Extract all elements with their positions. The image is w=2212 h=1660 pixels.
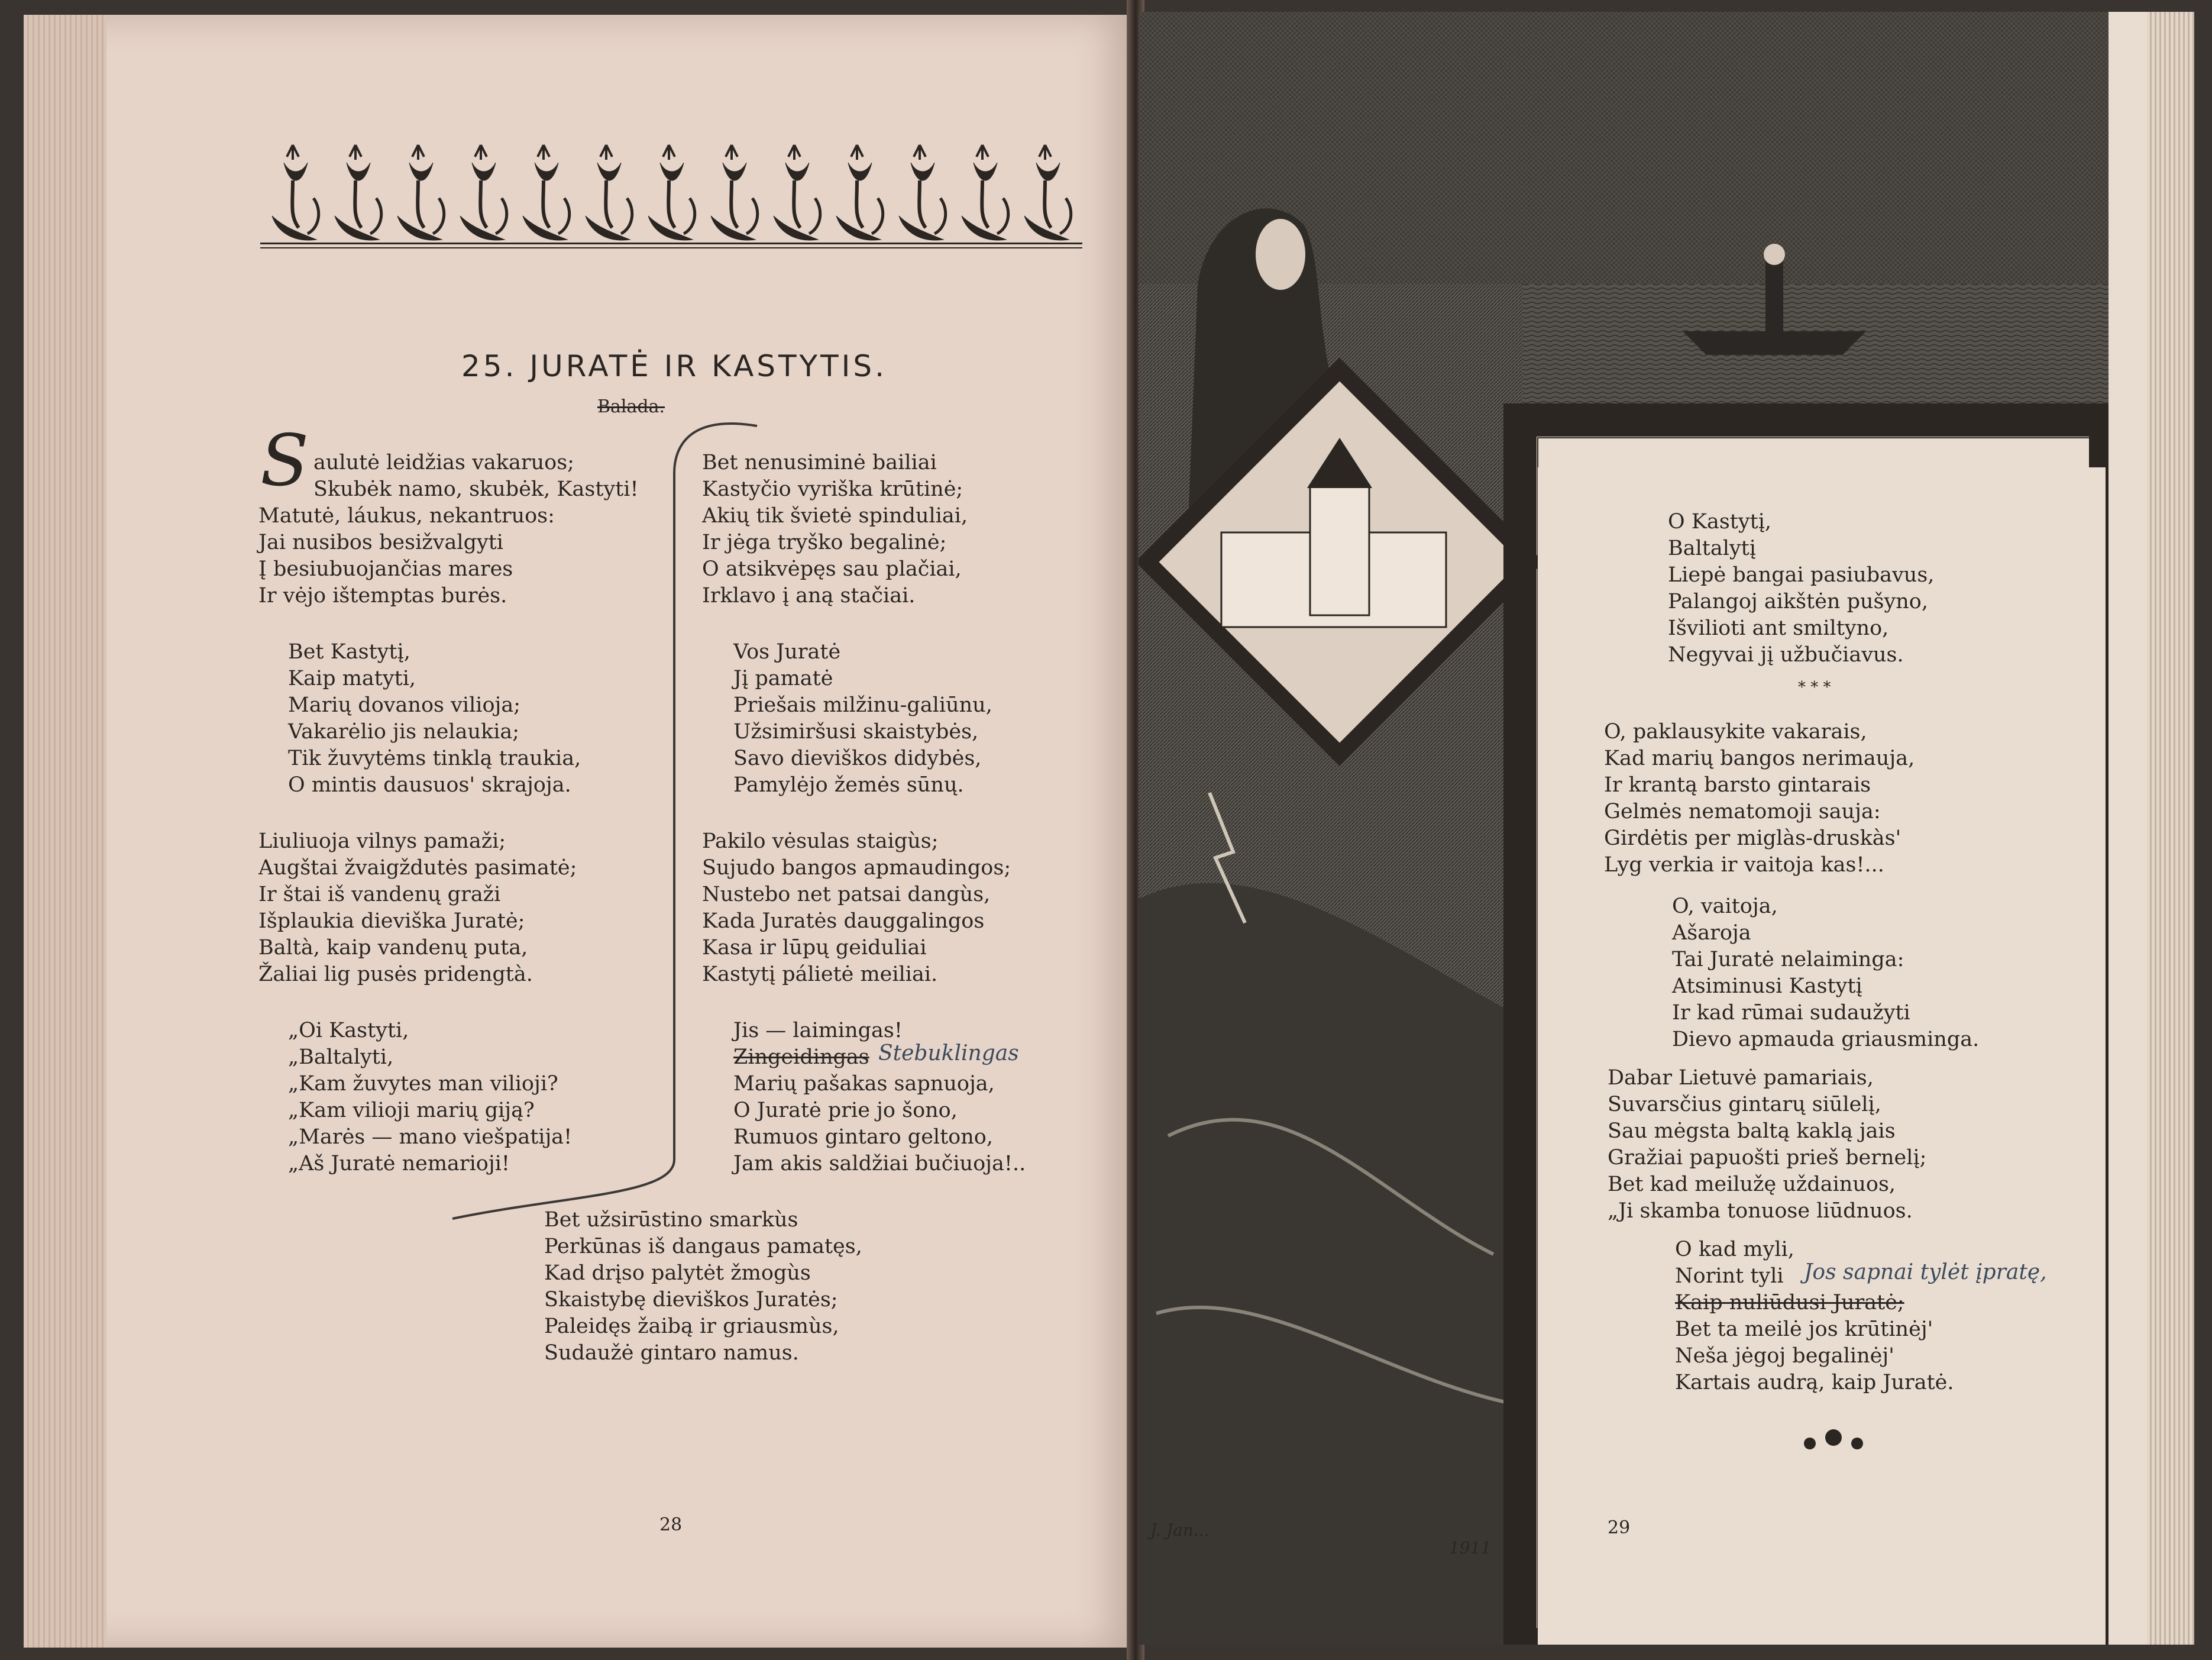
col2-s1-5: O atsikvėpęs sau plačiai,	[702, 557, 962, 581]
r-s4-4: Gražiai papuošti prieš bernelį;	[1608, 1146, 1927, 1170]
col1-s4-1: „Oi Kastyti,	[288, 1019, 409, 1042]
col1-line-2: Skubėk namo, skubėk, Kastyti!	[313, 477, 639, 501]
ornament-flower	[460, 145, 507, 240]
col2-s2-4: Užsimiršusi skaistybės,	[733, 720, 979, 744]
ornament-flower	[335, 145, 381, 240]
ornament-flower	[648, 145, 695, 240]
ornament-flower	[711, 145, 758, 240]
col1-line-4: Jai nusibos besižvalgyti	[258, 531, 504, 554]
r-s1-4: Palangoj aikštėn pušyno,	[1668, 590, 1928, 613]
r-s5-1: O kad myli,	[1675, 1238, 1794, 1261]
ornament-flower	[962, 145, 1008, 240]
col3-line-1: Bet užsirūstino smarkùs	[544, 1208, 798, 1232]
ornament-rule-top	[260, 243, 1082, 244]
col2-s4-4: O Juratė prie jo šono,	[733, 1099, 958, 1122]
col1-s2-6: O mintis dausuos' skrajoja.	[288, 773, 571, 797]
col1-s2-1: Bet Kastytį,	[288, 640, 410, 664]
r-s5-2: Norint tyli	[1675, 1264, 1784, 1288]
col2-s1-6: Irklavo į aną stačiai.	[702, 584, 916, 608]
handwritten-note: Jos sapnai tylėt įpratę,	[1804, 1260, 2047, 1284]
col2-s3-6: Kastytį pálietė meiliai.	[702, 963, 938, 986]
r-s2-2: Kad marių bangos nerimauja,	[1604, 747, 1915, 770]
r-s3-6: Dievo apmauda griausminga.	[1672, 1028, 1980, 1051]
page-number-right: 29	[1608, 1517, 1631, 1538]
r-s1-1: O Kastytį,	[1668, 510, 1772, 534]
right-page-edges	[2147, 12, 2194, 1645]
col3-line-2: Perkūnas iš dangaus pamatęs,	[544, 1235, 862, 1258]
col2-s4-3: Marių pašakas sapnuoja,	[733, 1072, 995, 1096]
poem-subtitle: Balada.	[597, 396, 665, 417]
col2-s4-5: Rumuos gintaro geltono,	[733, 1125, 993, 1149]
handwritten-correction: Stebuklingas	[878, 1041, 1019, 1065]
col1-s2-2: Kaip matyti,	[288, 667, 416, 690]
col2-s1-4: Ir jėga tryško begalinė;	[702, 531, 947, 554]
ornament-flower	[272, 145, 319, 240]
col2-s3-1: Pakilo vėsulas staigùs;	[702, 829, 939, 853]
col2-s4-1: Jis — laimingas!	[733, 1019, 903, 1042]
col1-s4-4: „Kam vilioji marių giją?	[288, 1099, 535, 1122]
illustration-year: 1911	[1449, 1538, 1492, 1558]
r-s4-3: Sau mėgsta baltą kaklą jais	[1608, 1119, 1896, 1143]
col1-s3-1: Liuliuoja vilnys pamaži;	[258, 829, 506, 853]
r-s1-5: Išvilioti ant smiltyno,	[1668, 616, 1889, 640]
ornament-flower	[397, 145, 444, 240]
col2-s3-2: Sujudo bangos apmaudingos;	[702, 856, 1011, 880]
r-s4-1: Dabar Lietuvė pamariais,	[1608, 1066, 1874, 1090]
col1-s4-5: „Marės — mano viešpatija!	[288, 1125, 573, 1149]
r-s5-6: Kartais audrą, kaip Juratė.	[1675, 1371, 1954, 1394]
col2-s2-1: Vos Juratė	[733, 640, 841, 664]
col1-line-3: Matutė, láukus, nekantruos:	[258, 504, 555, 528]
col3-line-5: Paleidęs žaibą ir griausmùs,	[544, 1315, 839, 1338]
r-s5-5: Neša jėgoj begalinėj'	[1675, 1344, 1894, 1368]
r-s4-2: Suvarsčius gintarų siūlelį,	[1608, 1093, 1881, 1116]
r-s5-3-struck: Kaip nuliūdusi Juratė;	[1675, 1291, 1904, 1315]
r-s2-4: Gelmės nematomoji sauja:	[1604, 800, 1881, 823]
col2-s1-3: Akių tik švietė spinduliai,	[702, 504, 968, 528]
r-s2-1: O, paklausykite vakarais,	[1604, 720, 1867, 744]
r-s3-3: Tai Juratė nelaiminga:	[1672, 948, 1904, 971]
col2-s3-5: Kasa ir lūpų geiduliai	[702, 936, 927, 960]
illustrator-signature: J. Jan...	[1150, 1520, 1210, 1540]
ornament-rule-bottom	[260, 247, 1082, 248]
col1-s3-2: Augštai žvaigždutės pasimatė;	[258, 856, 577, 880]
ornament-flower	[523, 145, 570, 240]
col1-s3-6: Žaliai lig pusės pridengtà.	[258, 963, 533, 986]
col2-s2-6: Pamylėjo žemės sūnų.	[733, 773, 964, 797]
r-s2-3: Ir krantą barsto gintarais	[1604, 773, 1871, 797]
col1-s2-3: Marių dovanos vilioja;	[288, 693, 521, 717]
r-s4-5: Bet kad meilužę uždainuos,	[1608, 1173, 1896, 1196]
tailpiece-ornament	[1798, 1420, 1869, 1455]
poem-title: 25. JURATĖ IR KASTYTIS.	[461, 349, 888, 383]
r-s3-4: Atsiminusi Kastytį	[1672, 974, 1862, 998]
col1-s4-6: „Aš Juratė nemarioji!	[288, 1152, 510, 1175]
col3-line-3: Kad drįso palytėt žmogùs	[544, 1261, 811, 1285]
col2-s4-2-struck: Zingeidingas	[733, 1045, 869, 1069]
col1-s4-3: „Kam žuvytes man vilioji?	[288, 1072, 558, 1096]
col2-s4-6: Jam akis saldžiai bučiuoja!..	[733, 1152, 1026, 1175]
col1-s3-5: Baltà, kaip vandenų puta,	[258, 936, 528, 960]
r-s2-5: Girdėtis per miglàs-druskàs'	[1604, 826, 1901, 850]
col3-line-6: Sudaužė gintaro namus.	[544, 1341, 799, 1365]
left-page-edges	[24, 15, 106, 1648]
r-s1-3: Liepė bangai pasiubavus,	[1668, 563, 1935, 587]
col1-line-6: Ir vėjo ištemptas burės.	[258, 584, 507, 608]
col2-s2-3: Priešais milžinu-galiūnu,	[733, 693, 992, 717]
col1-s2-5: Tik žuvytėms tinklą traukia,	[288, 747, 581, 770]
col1-s3-4: Išplaukia dieviška Juratė;	[258, 909, 525, 933]
ornament-flower	[1024, 145, 1071, 240]
r-s3-1: O, vaitoja,	[1672, 894, 1778, 918]
col1-line-5: Į besiubuojančias mares	[258, 557, 513, 581]
ornament-flower	[899, 145, 946, 240]
page-number-left: 28	[659, 1514, 683, 1535]
r-s4-6: „Ji skamba tonuose liūdnuos.	[1608, 1199, 1913, 1223]
r-s3-5: Ir kad rūmai sudaužyti	[1672, 1001, 1910, 1025]
r-s3-2: Ašaroja	[1672, 921, 1751, 945]
drop-cap: S	[260, 420, 309, 502]
ornament-flower	[586, 145, 632, 240]
r-s2-6: Lyg verkia ir vaitoja kas!...	[1604, 853, 1884, 877]
col1-s3-3: Ir štai iš vandenų graži	[258, 883, 501, 906]
col1-s2-4: Vakarėlio jis nelaukia;	[288, 720, 520, 744]
ornament-flower	[836, 145, 883, 240]
col2-s3-3: Nustebo net patsai dangùs,	[702, 883, 991, 906]
col2-s2-2: Jį pamatė	[733, 667, 833, 690]
ornament-flower	[774, 145, 820, 240]
col2-s1-1: Bet nenusiminė bailiai	[702, 451, 937, 474]
r-s1-6: Negyvai jį užbučiavus.	[1668, 643, 1904, 667]
col1-line-1: aulutė leidžias vakaruos;	[313, 451, 574, 474]
col3-line-4: Skaistybę dieviškos Juratės;	[544, 1288, 838, 1312]
r-s1-2: Baltalytį	[1668, 537, 1756, 560]
floral-ornament-border	[260, 139, 1082, 251]
col2-s2-5: Savo dieviškos didybės,	[733, 747, 982, 770]
r-s5-4: Bet ta meilė jos krūtinėj'	[1675, 1317, 1933, 1341]
col1-s4-2: „Baltalyti,	[288, 1045, 394, 1069]
col2-s1-2: Kastyčio vyriška krūtinė;	[702, 477, 963, 501]
col2-s3-4: Kada Juratės dauggalingos	[702, 909, 985, 933]
stanza-separator: * * *	[1798, 679, 1831, 696]
